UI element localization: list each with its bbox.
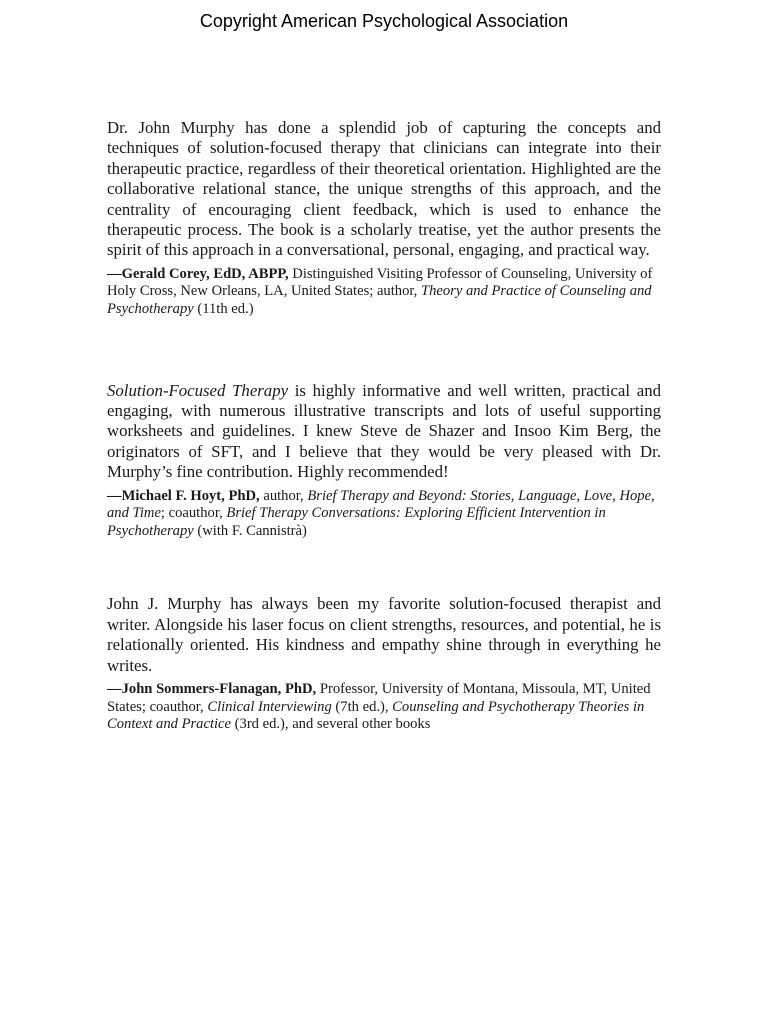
quoted-book-title: Solution-Focused Therapy <box>107 380 289 400</box>
book-edition: (11th ed.) <box>193 301 254 318</box>
endorsement-attribution <box>107 266 661 319</box>
role-separator: ; coauthor, <box>160 505 227 522</box>
attribution-dash: — <box>107 265 122 282</box>
endorser-name: John Sommers-Flanagan, PhD, <box>121 681 317 698</box>
endorsements <box>107 118 661 796</box>
quote-text: is highly informative and well written, practical and engaging, with numerous illustrative transcripts and lots of useful supporting worksheets and guidelines. I knew Steve de Shazer and Insoo Kim Berg, the originators of SFT, and I believe that they would be very pleased with Dr. Murphy’s fine contribution. Highly recommended! <box>107 380 661 482</box>
book-title: Counseling and Psychotherapy Theories in Context and Practice <box>107 698 645 733</box>
endorsement-sommers-flanagan <box>107 594 661 733</box>
endorsement-corey <box>107 118 661 319</box>
endorsement-attribution <box>107 681 661 734</box>
copyright-header: Copyright American Psychological Association <box>199 11 569 31</box>
endorser-role: Professor, University of Montana, Missoula, MT, United States; coauthor, <box>107 681 651 715</box>
endorsement-quote: John J. Murphy has always been my favorite solution-focused therapist and writer. Alongside his laser focus on client strengths, resources, and potential, he is relationally oriented. His kindness and empathy shine through in everything he writes. <box>107 594 661 675</box>
endorsement-hoyt <box>107 381 661 541</box>
endorser-name: Michael F. Hoyt, PhD, <box>121 487 260 504</box>
attribution-dash: — <box>107 681 122 698</box>
book-title: Theory and Practice of Counseling and Psychotherapy <box>107 283 652 318</box>
endorser-role: Distinguished Visiting Professor of Counseling, University of Holy Cross, New Orleans, LA, United States; author, <box>107 265 653 300</box>
attribution-tail: (with F. Cannistrà) <box>193 522 307 539</box>
endorser-name: Gerald Corey, EdD, ABPP, <box>121 265 289 282</box>
book-title: Brief Therapy Conversations: Exploring Efficient Intervention in Psychotherapy <box>107 505 606 539</box>
book-title: Clinical Interviewing <box>207 698 332 715</box>
attribution-dash: — <box>107 487 122 504</box>
endorser-role: author, <box>259 487 308 504</box>
endorsement-quote <box>107 381 661 483</box>
endorsement-quote: Dr. John Murphy has done a splendid job of capturing the concepts and techniques of solution-focused therapy that clinicians can integrate into their therapeutic practice, regardless of their theoretical orientation. Highlighted are the collaborative relational stance, the unique strengths of this approach, and the centrality of encouraging client feedback, which is used to enhance the therapeutic process. The book is a scholarly treatise, yet the author presents the spirit of this approach in a conversational, personal, engaging, and practical way. <box>107 118 661 260</box>
book-edition: (7th ed.), <box>331 698 393 715</box>
endorsement-attribution <box>107 488 661 541</box>
book-title: Brief Therapy and Beyond: Stories, Language, Love, Hope, and Time <box>107 487 655 522</box>
attribution-tail: (3rd ed.), and several other books <box>231 716 431 733</box>
